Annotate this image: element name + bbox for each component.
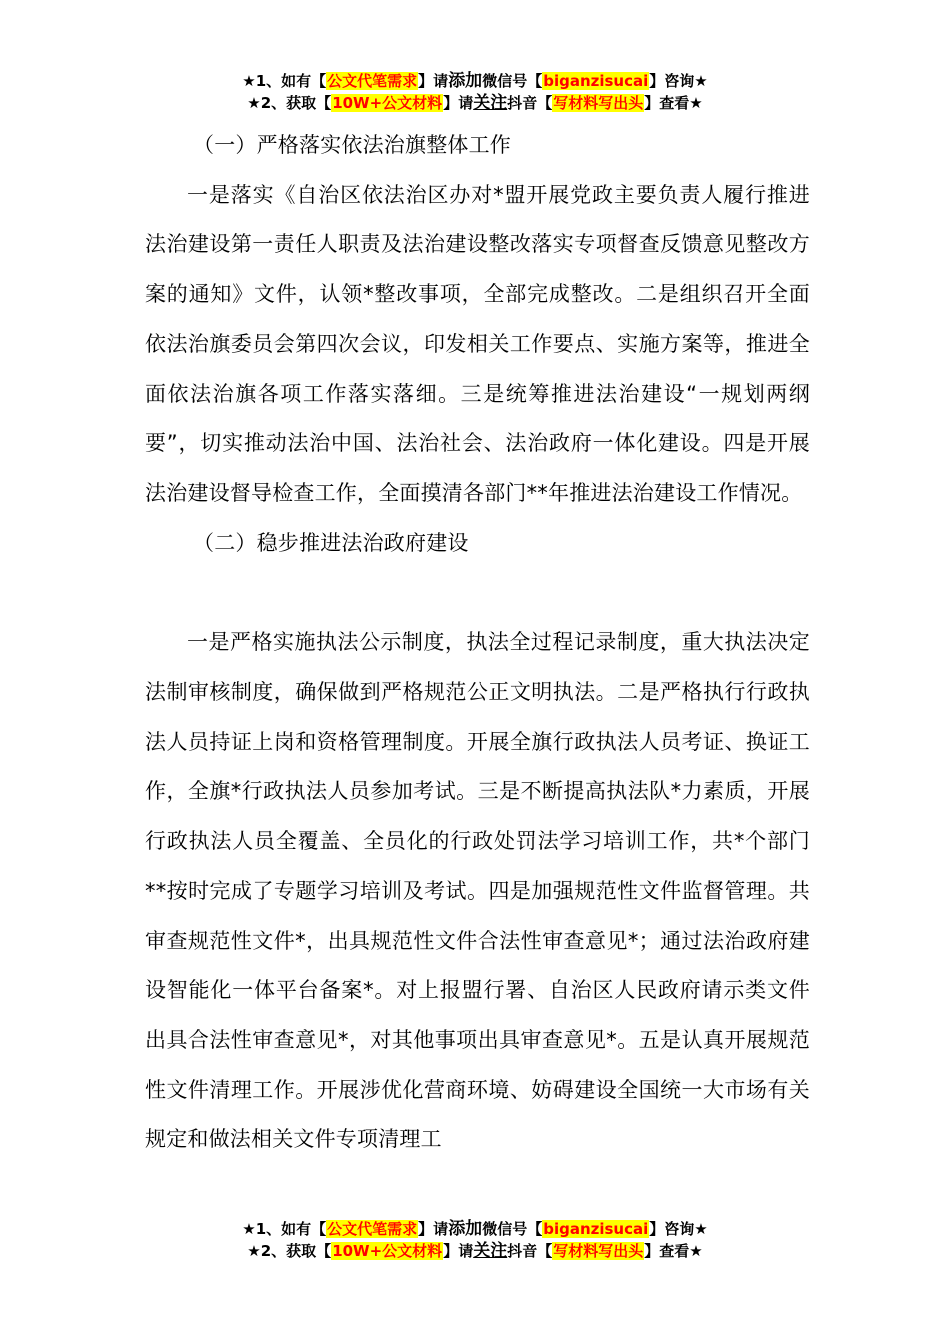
section-heading-2: （二）稳步推进法治政府建设 — [193, 530, 469, 555]
banner-line-2: ★2、获取【10W+公文材料】请关注抖音【写材料写出头】查看★ — [247, 93, 703, 113]
highlight-douyin: 写材料写出头 — [553, 94, 644, 112]
document-body — [145, 121, 810, 1165]
banner-line-2: ★2、获取【10W+公文材料】请关注抖音【写材料写出头】查看★ — [247, 1241, 703, 1261]
highlight-materials: 10W+公文材料 — [332, 94, 443, 112]
footer-banner — [0, 1218, 950, 1262]
highlight-materials: 10W+公文材料 — [332, 1242, 443, 1260]
highlight-wechat-id: biganzisucai — [543, 72, 649, 90]
highlight-wechat-id: biganzisucai — [543, 1220, 649, 1238]
banner-line-1: ★1、如有【公文代笔需求】请添加微信号【biganzisucai】咨询★ — [242, 1219, 708, 1239]
highlight-service: 公文代笔需求 — [327, 72, 418, 90]
banner-line-1: ★1、如有【公文代笔需求】请添加微信号【biganzisucai】咨询★ — [242, 71, 708, 91]
paragraph-2: 一是严格实施执法公示制度，执法全过程记录制度，重大执法决定法制审核制度，确保做到严格规范公正文明执法。二是严格执行行政执法人员持证上岗和资格管理制度。开展全旗行政执法人员考证、换证工作，全旗*行政执法人员参加考试。三是不断提高执法队*力素质，开展行政执法人员全覆盖、全员化的行政处罚法学习培训工作，共*个部门**按时完成了专题学习培训及考试。四是加强规范性文件监督管理。共审查规范性文件*，出具规范性文件合法性审查意见*；通过法治政府建设智能化一体平台备案*。对上报盟行署、自治区人民政府请示类文件出具合法性审查意见*，对其他事项出具审查意见*。五是认真开展规范性文件清理工作。开展涉优化营商环境、妨碍建设全国统一大市场有关规定和做法相关文件专项清理工 — [145, 630, 810, 1152]
header-banner — [0, 70, 950, 114]
section-heading-1: （一）严格落实依法治旗整体工作 — [193, 133, 511, 157]
spacer — [145, 568, 810, 618]
highlight-service: 公文代笔需求 — [327, 1220, 418, 1238]
highlight-douyin: 写材料写出头 — [553, 1242, 644, 1260]
paragraph-1: 一是落实《自治区依法治区办对*盟开展党政主要负责人履行推进法治建设第一责任人职责及法治建设整改落实专项督查反馈意见整改方案的通知》文件，认领*整改事项，全部完成整改。二是组织召开全面依法治旗委员会第四次会议，印发相关工作要点、实施方案等，推进全面依法治旗各项工作落实落细。三是统筹推进法治建设“一规划两纲要”，切实推动法治中国、法治社会、法治政府一体化建设。四是开展法治建设督导检查工作，全面摸清各部门**年推进法治建设工作情况。 — [145, 182, 810, 505]
